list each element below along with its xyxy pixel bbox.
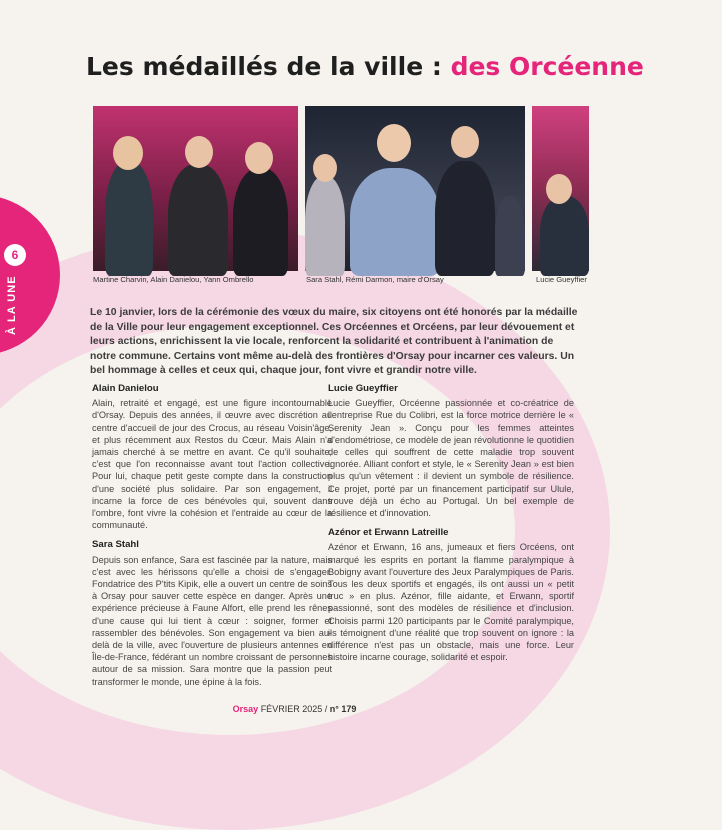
person-figure	[233, 168, 288, 276]
person-head	[113, 136, 143, 170]
heading-sara: Sara Stahl	[92, 539, 139, 551]
heading-azenor: Azénor et Erwann Latreille	[328, 527, 449, 539]
person-figure	[305, 176, 345, 276]
person-figure	[435, 161, 495, 276]
page-title	[86, 52, 644, 81]
photo-lucie	[532, 106, 589, 271]
photo-alain-group	[93, 106, 298, 271]
person-head	[451, 126, 479, 158]
heading-lucie: Lucie Gueyffier	[328, 383, 398, 394]
person-head	[377, 124, 411, 162]
footer-brand: Orsay	[232, 704, 259, 714]
column-right	[328, 383, 574, 671]
title-main: Les médaillés de la ville :	[86, 52, 451, 81]
person-figure	[540, 196, 589, 276]
footer-date: FÉVRIER 2025 /	[258, 704, 330, 714]
person-head	[185, 136, 213, 168]
person-head	[313, 154, 337, 182]
person-figure	[350, 168, 440, 276]
person-figure	[168, 164, 228, 276]
intro-paragraph: Le 10 janvier, lors de la cérémonie des vœux du maire, six citoyens ont été honorés par la médaille de la Ville pour leur engagement exceptionnel. Ces Orcéennes et Orcéens, par leur dévouement et leurs actions, enrichissent la vie locale, renforcent la solidarité et contribuent à l'animation de notre commune. Certains vont même au-delà des frontières d'Orsay pour incarner ces valeurs. Un bel hommage à celles et ceux qui, chaque jour, font vivre et grandir notre ville.	[90, 307, 578, 377]
photo-sara-group	[305, 106, 525, 271]
text-alain: Alain, retraité et engagé, est une figure incontournable d'Orsay. Depuis des années, il œuvre avec discrétion au centre d'accueil de jour des Crocus, au réseau Voisin'âge, et plus récemment aux Restos du Cœur. Mais Alain n'a jamais cherché à se mettre en avant. Ce qu'il souhaite, c'est que l'on reconnaisse avant tout l'action collective. Pour lui, chaque petit geste compte dans la construction d'une société plus solidaire. Par son engagement, il incarne la force de ces bénévoles qui, souvent dans l'ombre, font vivre la cohésion et l'entraide au cœur de la communauté.	[92, 398, 332, 531]
person-figure	[495, 196, 525, 276]
title-accent: des Orcéenne	[450, 52, 644, 81]
caption-photo3: Lucie Gueyffier	[536, 275, 587, 284]
text-azenor: Azénor et Erwann, 16 ans, jumeaux et fiers Orcéens, ont marqué les esprits en portant la flamme paralympique à Bobigny avant l'ouverture des Jeux Paralympiques de Paris. Tous les deux sportifs et engagés, ils ont aussi un « petit truc » en plus. Azénor, fille aidante, et Erwann, sportif passionné, sont des modèles de résilience et d'inclusion. Choisis parmi 120 participants par le Comité paralympique, ils témoignent d'une réalité que trop souvent on ignore : la différence n'est pas un obstacle, mais une force. Leur histoire incarne courage, solidarité et espoir.	[328, 542, 574, 663]
caption-photo1: Martine Charvin, Alain Danielou, Yann Ombrello	[93, 275, 254, 284]
column-left	[92, 383, 332, 696]
heading-alain: Alain Danielou	[92, 383, 159, 394]
person-head	[546, 174, 572, 204]
person-figure	[105, 161, 153, 276]
page-number: 6	[4, 244, 26, 266]
text-sara: Depuis son enfance, Sara est fascinée par la nature, mais c'est avec les hérissons qu'elle a choisi de s'engager. Fondatrice des P'tits Kipik, elle a ouvert un centre de soins à Orsay pour sauver cette espèce en danger. Après une expérience précieuse à Faune Alfort, elle prend les rênes d'une cause qui lui tient à cœur : soigner, former et rassembler des bénévoles. Son engagement va bien au-delà de la ville, avec l'ouverture de plusieurs antennes en Île-de-France, fédérant un nombre croissant de personnes autour de sa mission. Sara montre que la passion peut transformer le monde, une épine à la fois.	[92, 554, 332, 687]
caption-photo2: Sara Stahl, Rémi Darmon, maire d'Orsay	[306, 275, 444, 284]
footer-issue: n° 179	[329, 704, 357, 714]
person-head	[245, 142, 273, 174]
text-lucie: Lucie Gueyffier, Orcéenne passionnée et co-créatrice de l'entreprise Rue du Colibri, est la force motrice derrière le « Serenity Jean ». Conçu pour les femmes atteintes d'endométriose, ce modèle de jean révolutionne le quotidien de celles qui souffrent de cette maladie trop souvent ignorée. Alliant confort et style, le « Serenity Jean » est bien plus qu'un vêtement : il devient un symbole de résilience. Ce projet, porté par un financement participatif sur Ulule, trouve déjà un écho au Portugal. Un bel exemple de résilience et d'innovation.	[328, 398, 574, 519]
section-label: À LA UNE	[6, 275, 18, 335]
page-footer	[0, 704, 589, 714]
